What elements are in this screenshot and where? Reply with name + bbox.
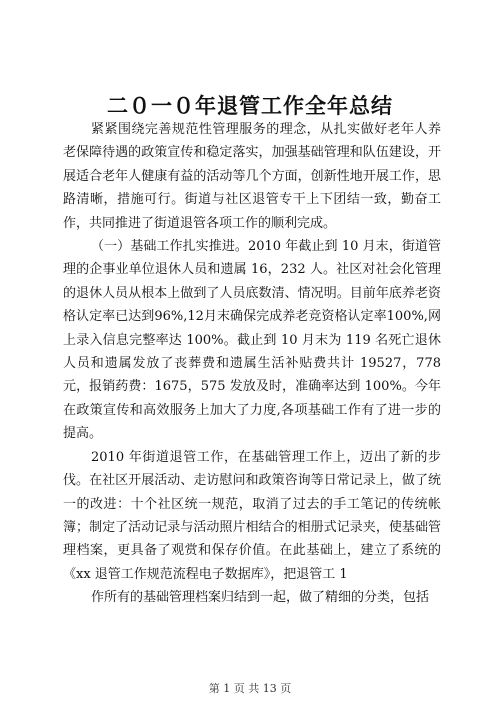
paragraph-archive-continuation: 作所有的基础管理档案归结到一起，做了精细的分类，包括 <box>91 590 430 606</box>
document-title: 二０一０年退管工作全年总结 <box>107 93 393 118</box>
paragraph-intro: 紧紧围绕完善规范性管理服务的理念，从扎实做好老年人养老保障待遇的政策宣传和稳定落实，加强基础管理和队伍建设，开展适合老年人健康有益的活动等几个方面，创新性地开展工作，思路清晰，措施可行。街道与社区退管专干上下团结一致，勤奋工作，共同推进了街道退管各项工作的顺利完成。 <box>63 122 441 231</box>
paragraph-basic-work: （一）基础工作扎实推进。2010 年截止到 10 月末，街道管理的企事业单位退休人员和遗属 16，232 人。社区对社会化管理的退休人员从根本上做到了人员底数清、情况明。目前年底养老资格认定率已达到96%,12月末确保完成养老竞资格认定率100%,网上录入信息完整率达 100%。截止到 10 月末为 119 名死亡退休人员和遗属发放了丧葬费和遗属生活补贴费共计 19527，778 元，报销药费：1675，575 发放及时，准确率达到 100%。今年在政策宣传和高效服务上加大了力度,各项基础工作有了进一步的提高。 <box>63 239 441 442</box>
page-footer: 第 1 页 共 13 页 <box>208 682 292 695</box>
paragraph-management-progress: 2010 年街道退管工作，在基础管理工作上，迈出了新的步伐。在社区开展活动、走访慰问和政策咨询等日常记录上，做了统一的改进：十个社区统一规范，取消了过去的手工笔记的传统帐簿；制定了活动记录与活动照片相结合的相册式记录夹，使基础管理档案，更具备了观赏和保存价值。在此基础上，建立了系统的《xx 退管工作规范流程电子数据库》，把退管工 1 <box>63 449 441 582</box>
document-body <box>63 118 441 610</box>
